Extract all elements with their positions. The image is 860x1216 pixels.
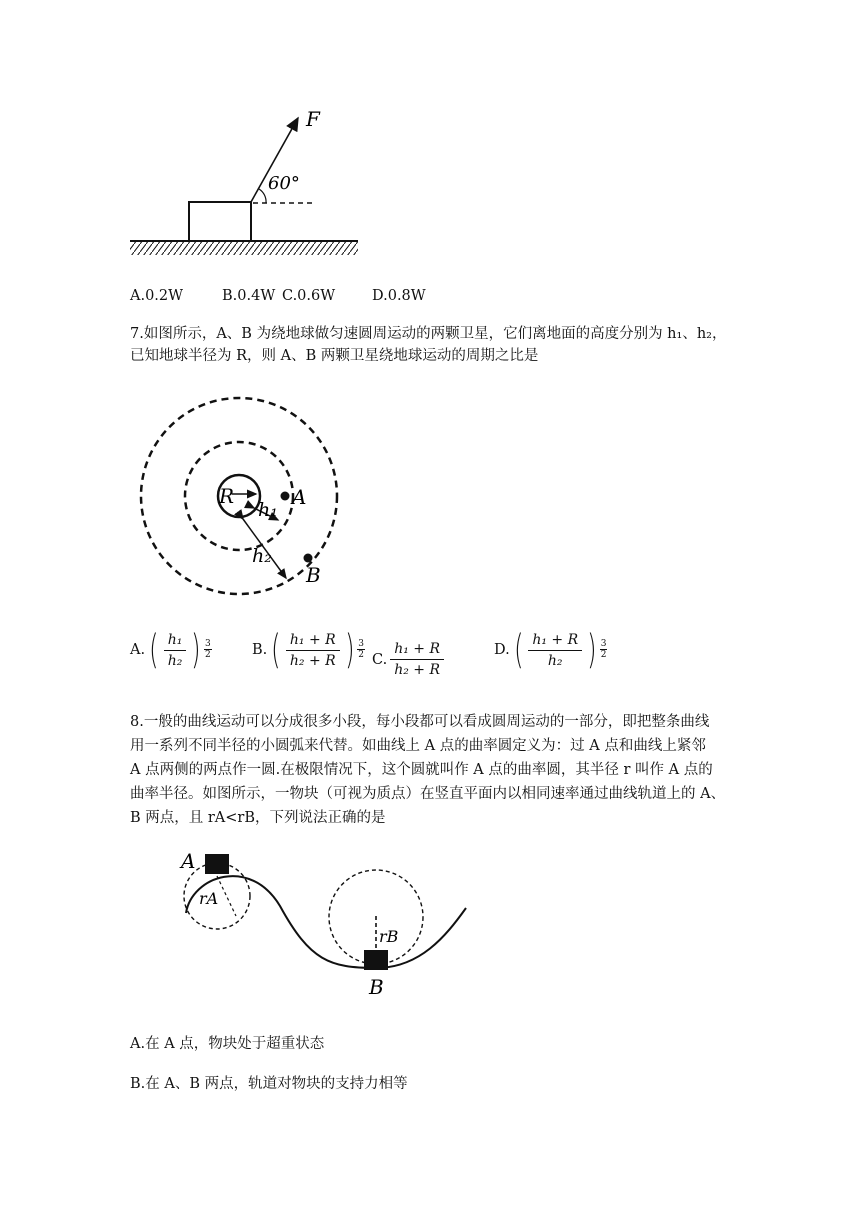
label-h1: h₁ (258, 499, 278, 521)
q7-option-c: C. $\frac{\text{h₁ + R}}{\text{h₂ + R}}$ (372, 640, 446, 679)
block-b (364, 950, 388, 970)
q7-d-den: h₂ (547, 652, 563, 669)
q7-option-b: B. ( $\frac{\text{h₁ + R}}{\text{h₂ + R}}$ ) 3 2 (252, 627, 365, 673)
label-track-B: B (369, 975, 384, 999)
q6-option-c: C.0.6W (282, 288, 336, 304)
force-label: F (306, 107, 320, 131)
satellite-a (281, 492, 290, 501)
label-R: R (219, 484, 235, 508)
q8-line-2: 用一系列不同半径的小圆弧来代替。如曲线上 A 点的曲率圆定义为：过 A 点和曲线上紧邻 (130, 738, 706, 754)
label-rB: rB (379, 927, 399, 946)
q6-options (130, 284, 530, 308)
q6-option-d: D.0.8W (372, 288, 426, 304)
track-diagram (150, 846, 480, 1002)
ground-hatch (130, 242, 358, 255)
q7-a-den: h₂ (167, 652, 183, 669)
block-a (205, 854, 229, 874)
q7-line-2: 已知地球半径为 R，则 A、B 两颗卫星绕地球运动的周期之比是 (130, 348, 539, 364)
q7-b-num: h₁ + R (286, 631, 340, 651)
label-B: B (306, 563, 321, 587)
angle-label: 60° (268, 173, 300, 194)
q8-option-b: B.在 A、B 两点，轨道对物块的支持力相等 (130, 1076, 408, 1092)
q7-line-1: 7.如图所示，A、B 为绕地球做匀速圆周运动的两颗卫星，它们离地面的高度分别为 h₁、h₂， (130, 326, 727, 342)
angle-arc (259, 189, 266, 203)
q7-c-den: h₂ + R (394, 662, 440, 678)
q7-option-a: A. ( $\frac{\text{h₁}}{\text{h₂}}$ ) 3 2 (130, 627, 211, 673)
q8-option-a: A.在 A 点，物块处于超重状态 (130, 1036, 325, 1052)
q6-option-b: B.0.4W (222, 288, 276, 304)
q8-line-3: A 点两侧的两点作一圆.在极限情况下，这个圆就叫作 A 点的曲率圆，其半径 r 叫作 A 点的 (130, 762, 713, 778)
label-track-A: A (181, 849, 196, 873)
label-rA: rA (199, 889, 219, 908)
label-h2: h₂ (252, 545, 272, 567)
q8-line-1: 8.一般的曲线运动可以分成很多小段，每小段都可以看成圆周运动的一部分，即把整条曲线 (130, 714, 710, 730)
track-curve (186, 876, 466, 968)
inner-orbit (185, 442, 293, 550)
q7-a-num: h₁ (164, 631, 187, 651)
label-A: A (292, 485, 307, 509)
q8-line-5: B 两点，且 rA<rB，下列说法正确的是 (130, 810, 386, 826)
block (189, 202, 251, 241)
satellite-b (304, 554, 313, 563)
q7-d-num: h₁ + R (528, 631, 582, 651)
q7-b-den: h₂ + R (289, 652, 336, 669)
force-diagram (128, 100, 368, 260)
q8-line-4: 曲率半径。如图所示，一物块（可视为质点）在竖直平面内以相同速率通过曲线轨道上的 A、 (130, 786, 726, 802)
radius-a-line (217, 876, 236, 916)
q7-c-num: h₁ + R (390, 640, 444, 660)
q6-option-a: A.0.2W (130, 288, 184, 304)
orbit-diagram (130, 392, 370, 602)
q7-option-d: D. ( $\frac{\text{h₁ + R}}{\text{h₂}}$ ) 3 2 (494, 627, 607, 673)
